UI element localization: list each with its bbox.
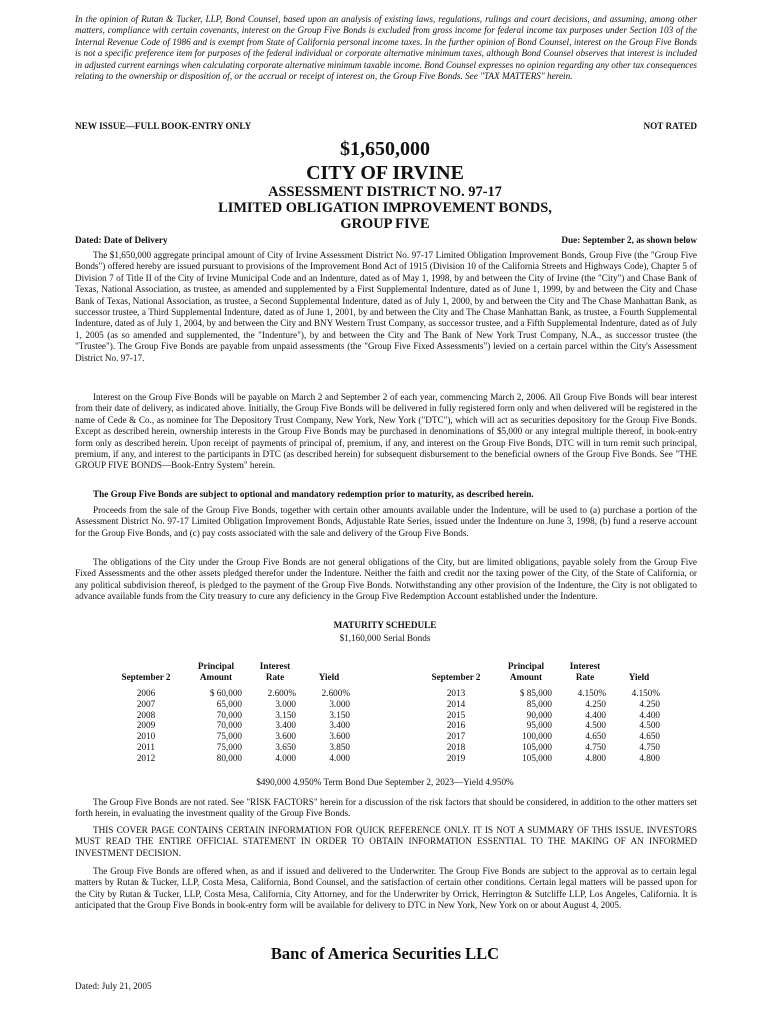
- principal-amount-cell: 100,000: [522, 731, 552, 742]
- redemption-paragraph: The Group Five Bonds are subject to optional and mandatory redemption prior to maturity, as described herein.: [93, 489, 534, 499]
- proceeds-paragraph: Proceeds from the sale of the Group Five Bonds, together with certain other amounts available under the Indenture, will be used to (a) purchase a portion of the Assessment District No. 97-17 Limited Obligation Improvement Bonds, Adjustable Rate Series, issued under the Indenture on June 3, 1998, (b) fund a reserve account for the Group Five Bonds, and (c) pay costs associated with the sale and delivery of the Group Five Bonds.: [75, 505, 697, 538]
- yield-cell: 4.800: [639, 752, 660, 763]
- principal-amount-cell: $ 85,000: [519, 688, 552, 698]
- principal-amount-cell: 105,000: [522, 752, 552, 763]
- issue-type: NEW ISSUE—FULL BOOK-ENTRY ONLY: [75, 121, 252, 131]
- district-name: ASSESSMENT DISTRICT NO. 97-17: [268, 184, 502, 200]
- cover-notice-paragraph: THIS COVER PAGE CONTAINS CERTAIN INFORMATION FOR QUICK REFERENCE ONLY. IT IS NOT A SUMMARY OF THIS ISSUE. INVESTORS MUST READ THE ENTIRE OFFICIAL STATEMENT IN ORDER TO OBTAIN INFORMATION ESSENTIAL TO THE MAKING OF AN INFORMED INVESTMENT DECISION.: [75, 825, 697, 858]
- col-rate-header: Interest Rate: [259, 661, 291, 682]
- yield-cell: 3.400: [329, 720, 350, 731]
- principal-amount-cell: 85,000: [526, 698, 552, 709]
- maturity-year: 2009: [136, 720, 156, 731]
- yield-cell: 4.500: [639, 720, 660, 731]
- offering-paragraph: The Group Five Bonds are offered when, as and if issued and delivered to the Underwriter. The Group Five Bonds are subject to the approval as to certain legal matters by Rutan & Tucker, LLP, Costa Mesa, California, Bond Counsel, and the satisfaction of certain other conditions. Certain legal matters will be passed upon for the City by Rutan & Tucker, LLP, Costa Mesa, California, City Attorney, and for the Underwriter by Orrick, Herrington & Sutcliffe LLP, Los Angeles, California. It is anticipated that the Group Five Bonds in book-entry form will be available for delivery to DTC in New York, New York on or about August 4, 2005.: [75, 866, 697, 911]
- interest-rate-cell: 4.800: [585, 752, 606, 763]
- yield-cell: 4.150%: [631, 688, 660, 698]
- maturity-year: 2016: [446, 720, 466, 731]
- yield-cell: 4.400: [639, 709, 660, 720]
- schedule-subtitle: $1,160,000 Serial Bonds: [339, 633, 431, 643]
- maturity-year: 2017: [446, 731, 466, 742]
- col-yield-header: Yield: [628, 671, 650, 682]
- maturity-year: 2006: [136, 688, 156, 698]
- maturity-row: [108, 731, 356, 742]
- maturity-row: [108, 753, 356, 764]
- yield-cell: 3.000: [329, 698, 350, 709]
- maturity-year: 2018: [446, 741, 466, 752]
- interest-rate-cell: 3.600: [275, 731, 296, 742]
- issuer-name: CITY OF IRVINE: [306, 162, 464, 184]
- yield-cell: 3.150: [329, 709, 350, 720]
- interest-rate-cell: 4.500: [585, 720, 606, 731]
- interest-rate-cell: 4.000: [275, 752, 296, 763]
- principal-amount-cell: 70,000: [216, 709, 242, 720]
- maturity-row: [418, 710, 666, 721]
- maturity-table-right: [418, 661, 666, 764]
- col-yield-header: Yield: [318, 671, 340, 682]
- principal-amount-cell: 70,000: [216, 720, 242, 731]
- maturity-row: [108, 699, 356, 710]
- maturity-year: 2007: [136, 698, 156, 709]
- principal-amount-cell: 80,000: [216, 752, 242, 763]
- interest-rate-cell: 4.250: [585, 698, 606, 709]
- maturity-row: [108, 720, 356, 731]
- principal-amount-cell: 95,000: [526, 720, 552, 731]
- yield-cell: 4.650: [639, 731, 660, 742]
- interest-rate-cell: 2.600%: [267, 688, 296, 698]
- principal-amount-cell: 90,000: [526, 709, 552, 720]
- term-bond-line: $490,000 4.950% Term Bond Due September 2, 2023—Yield 4.950%: [256, 777, 514, 787]
- underwriter-name: Banc of America Securities LLC: [270, 944, 500, 963]
- interest-rate-cell: 4.750: [585, 741, 606, 752]
- col-rate-header: Interest Rate: [569, 661, 601, 682]
- col-date-header: September 2: [431, 671, 481, 682]
- tax-opinion-paragraph: In the opinion of Rutan & Tucker, LLP, Bond Counsel, based upon an analysis of existing laws, regulations, rulings and court decisions, and assuming, among other matters, compliance with certain covenants, interest on the Group Five Bonds is excluded from gross income for federal income tax purposes under Section 103 of the Internal Revenue Code of 1986 and is exempt from State of California personal income taxes. In the further opinion of Bond Counsel, interest on the Group Five Bonds is not a specific preference item for purposes of the federal individual or corporate alternative minimum taxes, although Bond Counsel observes that interest is included in adjusted current earnings when calculating corporate alternative minimum taxable income. Bond Counsel expresses no opinion regarding any other tax consequences relating to the ownership or disposition of, or the accrual or receipt of interest on, the Group Five Bonds. See "TAX MATTERS" herein.: [75, 14, 698, 82]
- issue-header-line: [75, 121, 697, 131]
- col-date-header: September 2: [121, 671, 171, 682]
- maturity-year: 2013: [446, 688, 466, 698]
- due-label: Due: September 2, as shown below: [561, 235, 697, 245]
- obligations-paragraph: The obligations of the City under the Group Five Bonds are not general obligations of the City, but are limited obligations, payable solely from the Group Five Fixed Assessments and the other assets pledged therefor under the Indenture. Neither the faith and credit nor the taxing power of the City, of the State of California, or any political subdivision thereof, is pledged to the payment of the Group Five Bonds. Notwithstanding any other provision of the Indenture, the City is not obligated to advance available funds from the City treasury to cure any deficiency in the Group Five Redemption Account established under the Indenture.: [75, 557, 697, 602]
- principal-amount-cell: $ 60,000: [209, 688, 242, 698]
- principal-amount-cell: 75,000: [216, 731, 242, 742]
- maturity-table-left: [108, 661, 356, 764]
- interest-rate-cell: 3.150: [275, 709, 296, 720]
- maturity-year: 2014: [446, 698, 466, 709]
- yield-cell: 3.600: [329, 731, 350, 742]
- maturity-row: [418, 688, 666, 699]
- maturity-row: [418, 742, 666, 753]
- interest-rate-cell: 3.000: [275, 698, 296, 709]
- principal-amount: $1,650,000: [340, 138, 430, 160]
- maturity-year: 2012: [136, 752, 156, 763]
- interest-rate-cell: 4.650: [585, 731, 606, 742]
- principal-amount-cell: 75,000: [216, 741, 242, 752]
- dated-label: Dated: Date of Delivery: [75, 235, 168, 245]
- yield-cell: 4.750: [639, 741, 660, 752]
- maturity-row: [418, 731, 666, 742]
- bond-group: GROUP FIVE: [340, 216, 430, 232]
- maturity-row: [418, 753, 666, 764]
- principal-amount-cell: 105,000: [522, 741, 552, 752]
- maturity-year: 2015: [446, 709, 466, 720]
- interest-rate-cell: 4.400: [585, 709, 606, 720]
- maturity-row: [418, 720, 666, 731]
- authorization-paragraph: The $1,650,000 aggregate principal amount of City of Irvine Assessment District No. 97-17 Limited Obligation Improvement Bonds, Group Five (the "Group Five Bonds") offered hereby are issued pursuant to provisions of the Improvement Bond Act of 1915 (Division 10 of the California Streets and Highways Code), Chapter 5 of Division 7 of Title II of the City of Irvine Municipal Code and an Indenture, dated as of May 1, 1998, by and between the City of Irvine (the "City") and Chase Bank of Texas, National Association, as trustee, as amended and supplemented by a First Supplemental Indenture, dated as of June 1, 1999, by and between the City and Chase Bank of Texas, National Association, as trustee, a Second Supplemental Indenture, dated as of July 1, 2000, by and between the City and The Chase Manhattan Bank, as successor trustee, a Third Supplemental Indenture, dated as of June 1, 2001, by and between the City and The Chase Manhattan Bank, as trustee, a Fourth Supplemental Indenture, dated as of July 1, 2004, by and between the City and BNY Western Trust Company, as successor trustee, and a Fifth Supplemental Indenture, dated as of July 1, 2005 (as so amended and supplemented, the "Indenture"), by and between the City and The Bank of New York Trust Company, N.A., as successor trustee (the "Trustee"). The Group Five Bonds are payable from unpaid assessments (the "Group Five Fixed Assessments") levied on a certain parcel within the City's Assessment District No. 97-17.: [75, 250, 697, 363]
- yield-cell: 4.250: [639, 698, 660, 709]
- maturity-row: [108, 688, 356, 699]
- maturity-row: [418, 699, 666, 710]
- yield-cell: 3.850: [329, 741, 350, 752]
- dated-due-line: [75, 235, 697, 245]
- yield-cell: 2.600%: [321, 688, 350, 698]
- interest-paragraph: Interest on the Group Five Bonds will be payable on March 2 and September 2 of each year, commencing March 2, 2006. All Group Five Bonds will bear interest from their date of delivery, as indicated above. Initially, the Group Five Bonds will be delivered in fully registered form only and when delivered will be registered in the name of Cede & Co., as nominee for The Depository Trust Company, New York, New York ("DTC"), which will act as securities depository for the Group Five Bonds. Except as described herein, ownership interests in the Group Five Bonds may be purchased in denominations of $5,000 or any integral multiple thereof, in book-entry form only as described herein. Upon receipt of payments of principal of, premium, if any, and interest on the Group Five Bonds, DTC will in turn remit such principal, premium, if any, and interest to the participants in DTC (as described herein) for subsequent disbursement to the beneficial owners of the Group Five Bonds. See "THE GROUP FIVE BONDS—Book-Entry System" herein.: [75, 392, 697, 471]
- statement-date: Dated: July 21, 2005: [75, 981, 152, 991]
- col-principal-header: Principal Amount: [197, 661, 235, 682]
- interest-rate-cell: 3.650: [275, 741, 296, 752]
- maturity-row: [108, 742, 356, 753]
- rating-label: NOT RATED: [643, 121, 697, 131]
- maturity-year: 2019: [446, 752, 466, 763]
- maturity-year: 2008: [136, 709, 156, 720]
- principal-amount-cell: 65,000: [216, 698, 242, 709]
- rating-paragraph: The Group Five Bonds are not rated. See "RISK FACTORS" herein for a discussion of the risk factors that should be considered, in addition to the other matters set forth herein, in evaluating the investment quality of the Group Five Bonds.: [75, 797, 697, 819]
- yield-cell: 4.000: [329, 752, 350, 763]
- bond-type: LIMITED OBLIGATION IMPROVEMENT BONDS,: [218, 200, 552, 216]
- maturity-row: [108, 710, 356, 721]
- maturity-year: 2010: [136, 731, 156, 742]
- col-principal-header: Principal Amount: [507, 661, 545, 682]
- interest-rate-cell: 4.150%: [577, 688, 606, 698]
- schedule-title: MATURITY SCHEDULE: [333, 620, 437, 630]
- maturity-year: 2011: [136, 741, 156, 752]
- interest-rate-cell: 3.400: [275, 720, 296, 731]
